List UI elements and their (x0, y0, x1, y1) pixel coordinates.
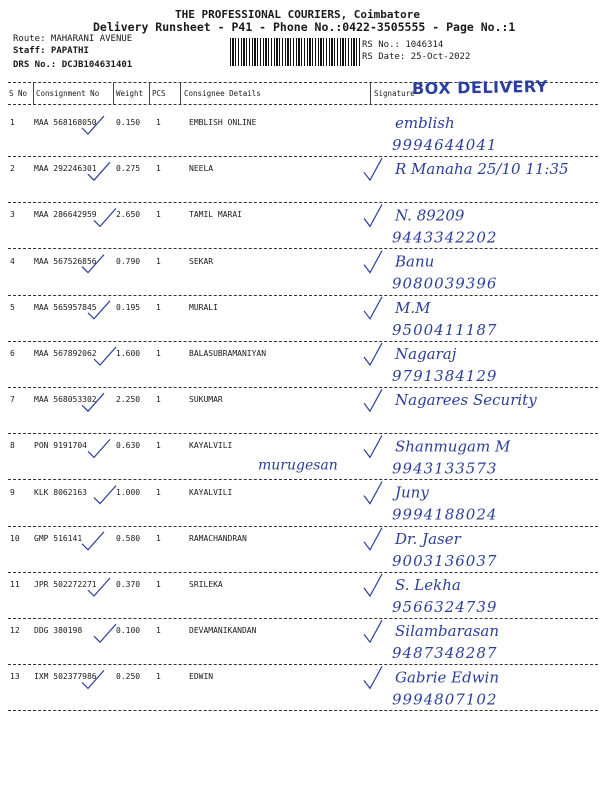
signature-check-mark (364, 666, 382, 688)
cell-cons: MAA 286642959 (34, 210, 97, 220)
phone-text: 9500411187 (392, 320, 498, 339)
signature-check-mark (364, 435, 382, 457)
rs-number: RS No.: 1046314 (362, 40, 444, 50)
cell-weight: 0.275 (116, 164, 141, 174)
cell-pcs: 1 (156, 626, 161, 636)
cell-name: BALASUBRAMANIYAN (189, 349, 267, 358)
cell-weight: 2.250 (116, 395, 141, 405)
cell-cons: GMP 516141 (34, 533, 83, 543)
check-mark (82, 670, 104, 688)
cell-cons: PON 9191704 (34, 441, 87, 451)
cell-pcs: 1 (156, 302, 161, 312)
cell-name: TAMIL MARAI (189, 210, 242, 220)
phone-text: 9994644041 (392, 136, 498, 154)
col-header-sno: S No (9, 89, 28, 98)
cell-weight: 0.100 (116, 626, 141, 636)
cell-pcs: 1 (156, 256, 161, 266)
cell-pcs: 1 (156, 349, 161, 358)
cell-sno: 9 (10, 487, 15, 497)
signature-check-mark (364, 620, 382, 642)
signature-text: S. Lekha (395, 576, 461, 594)
check-mark (94, 347, 116, 365)
phone-text: 9791384129 (392, 367, 498, 385)
col-header-pcs: PCS (152, 89, 166, 98)
cell-pcs: 1 (156, 395, 161, 405)
cell-sno: 8 (10, 441, 15, 451)
cell-pcs: 1 (156, 441, 161, 451)
signature-check-mark (364, 389, 382, 411)
cell-weight: 0.250 (116, 672, 141, 682)
cell-pcs: 1 (156, 533, 161, 543)
cell-cons: MAA 292246301 (34, 164, 97, 174)
box-delivery-stamp: BOX DELIVERY (411, 76, 548, 99)
check-mark (88, 162, 110, 180)
signature-check-mark (364, 482, 382, 504)
signature-check-mark (364, 343, 382, 365)
check-mark (88, 301, 110, 319)
cell-cons: JPR 502272271 (34, 580, 97, 589)
cell-pcs: 1 (156, 210, 161, 220)
cell-name: MURALI (189, 302, 218, 312)
signature-check-mark (364, 158, 382, 180)
signature-check-mark (364, 574, 382, 596)
col-header-consignment: Consignment No (36, 89, 100, 98)
col-header-signature: Signature (374, 89, 415, 98)
cell-cons: IXM 502377986 (34, 672, 97, 682)
cell-sno: 2 (10, 164, 15, 174)
signature-text: Nagaraj (395, 345, 457, 363)
check-mark (82, 532, 104, 550)
signature-check-mark (364, 251, 382, 273)
phone-text: 9003136037 (392, 551, 498, 570)
cell-name: EMBLISH ONLINE (189, 118, 257, 127)
cell-name: NEELA (189, 164, 214, 174)
cell-cons: KLK 8062163 (34, 487, 87, 497)
route-label: Route: MAHARANI AVENUE (13, 34, 133, 44)
signature-text: Silambarasan (395, 622, 499, 641)
phone-text: 9943133573 (392, 459, 498, 478)
cell-weight: 1.000 (116, 487, 141, 497)
cell-sno: 6 (10, 349, 15, 358)
signature-check-mark (364, 528, 382, 550)
cell-sno: 12 (10, 626, 20, 636)
cell-weight: 0.790 (116, 256, 141, 266)
check-mark (82, 255, 104, 273)
check-mark (94, 624, 116, 642)
cell-sno: 10 (10, 533, 20, 543)
check-mark (88, 439, 110, 457)
cell-weight: 0.370 (116, 580, 141, 589)
cell-pcs: 1 (156, 487, 161, 497)
cell-cons: MAA 567526856 (34, 256, 97, 266)
cell-sno: 4 (10, 256, 15, 266)
cell-cons: MAA 567892062 (34, 349, 97, 358)
signature-check-mark (364, 204, 382, 226)
cell-name: SEKAR (189, 256, 214, 266)
cell-sno: 1 (10, 118, 15, 127)
signature-text: Shanmugam M (395, 437, 511, 456)
signature-text: R Manaha 25/10 11:35 (395, 160, 569, 179)
cell-cons: MAA 568168050 (34, 118, 97, 127)
cell-name: SUKUMAR (189, 395, 223, 405)
cell-weight: 0.580 (116, 533, 141, 543)
cell-weight: 1.600 (116, 349, 141, 358)
signature-text: M.M (395, 298, 431, 317)
signature-text: emblish (395, 114, 455, 132)
signature-text: Gabrie Edwin (395, 668, 499, 687)
signature-text: Nagarees Security (395, 391, 537, 410)
phone-text: 9080039396 (392, 274, 498, 293)
cell-cons: DDG 380198 (34, 626, 83, 636)
phone-text: 9994807102 (392, 690, 498, 709)
company-title: THE PROFESSIONAL COURIERS, Coimbatore (175, 8, 421, 21)
note-text: murugesan (258, 457, 338, 474)
cell-name: RAMACHANDRAN (189, 533, 247, 543)
cell-sno: 13 (10, 672, 20, 682)
signature-text: Banu (395, 252, 435, 271)
cell-pcs: 1 (156, 164, 161, 174)
cell-name: KAYALVILI (189, 487, 233, 497)
check-mark (82, 116, 104, 134)
cell-sno: 7 (10, 395, 15, 405)
col-header-weight: Weight (116, 89, 144, 98)
cell-cons: MAA 568053302 (34, 395, 97, 405)
cell-sno: 3 (10, 210, 15, 220)
cell-weight: 2.650 (116, 210, 141, 220)
signature-text: N. 89209 (395, 206, 465, 225)
check-mark (94, 208, 116, 226)
phone-text: 9487348287 (392, 644, 498, 663)
staff-label: Staff: PAPATHI (13, 46, 89, 56)
drs-number: DRS No.: DCJB104631401 (13, 60, 133, 70)
cell-pcs: 1 (156, 672, 161, 682)
signature-text: Juny (395, 483, 429, 502)
cell-sno: 11 (10, 580, 20, 589)
phone-text: 9566324739 (392, 598, 498, 616)
phone-text: 9994188024 (392, 505, 498, 524)
cell-pcs: 1 (156, 580, 161, 589)
cell-sno: 5 (10, 302, 15, 312)
rs-date: RS Date: 25-Oct-2022 (362, 52, 471, 62)
check-mark (82, 393, 104, 411)
check-mark (94, 486, 116, 504)
cell-weight: 0.150 (116, 118, 141, 127)
cell-name: DEVAMANIKANDAN (189, 626, 257, 636)
runsheet-title: Delivery Runsheet - P41 - Phone No.:0422-3505555 - Page No.:1 (93, 20, 516, 34)
phone-text: 9443342202 (392, 228, 498, 247)
cell-name: KAYALVILI (189, 441, 233, 451)
cell-weight: 0.630 (116, 441, 141, 451)
col-header-consignee: Consignee Details (184, 89, 261, 98)
cell-cons: MAA 565957845 (34, 302, 97, 312)
signature-text: Dr. Jaser (395, 529, 461, 548)
cell-pcs: 1 (156, 118, 161, 127)
cell-name: SRILEKA (189, 580, 223, 589)
cell-weight: 0.195 (116, 302, 141, 312)
signature-check-mark (364, 297, 382, 319)
check-mark (88, 578, 110, 596)
cell-name: EDWIN (189, 672, 214, 682)
